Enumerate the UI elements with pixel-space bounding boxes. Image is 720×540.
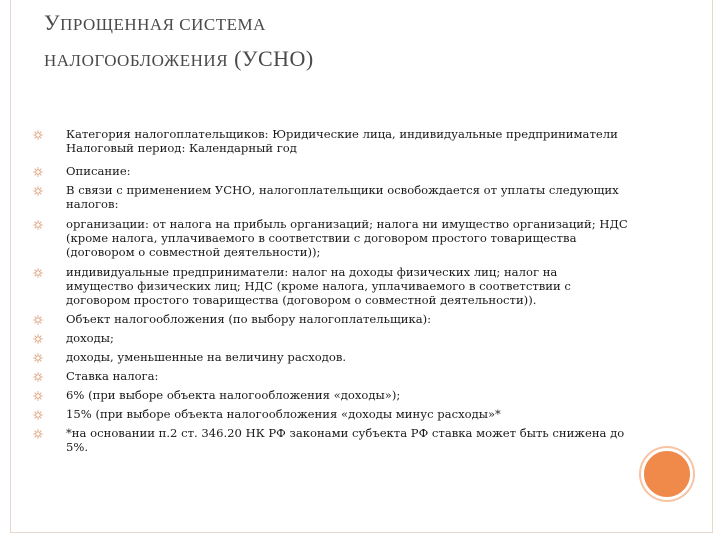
list-item-text: 15% (при выборе объекта налогообложения «доходы минус расходы»* (66, 407, 501, 421)
list-item (32, 350, 628, 364)
sun-bullet-icon (33, 167, 43, 177)
sun-bullet-icon (33, 353, 43, 363)
list-item-text: Объект налогообложения (по выбору налогоплательщика): (66, 312, 432, 326)
list-item-text: Описание: (66, 164, 131, 178)
list-item-text: доходы, уменьшенные на величину расходов. (66, 350, 347, 364)
list-item (32, 388, 628, 402)
list-item-text: *на основании п.2 ст. 346.20 НК РФ законами субъекта РФ ставка может быть снижена до 5%. (66, 426, 625, 454)
list-item (32, 217, 628, 259)
list-item (32, 183, 628, 211)
list-item (32, 265, 628, 307)
slide-title (44, 6, 484, 78)
list-item-text: Ставка налога: (66, 369, 159, 383)
sun-bullet-icon (33, 315, 43, 325)
bullet-list (32, 127, 628, 454)
title-line-2-suffix: (УСНО) (228, 46, 314, 71)
sun-bullet-icon (33, 372, 43, 382)
list-item (32, 369, 628, 383)
list-item-text: доходы; (66, 331, 114, 345)
list-item-text: организации: от налога на прибыль организаций; налога ни имущество организаций; НДС (кроме налога, уплачиваемого в соответствии с договором простого товарищества (договором о совместной деятельности)); (66, 217, 628, 259)
list-item-text: индивидуальные предприниматели: налог на доходы физических лиц; налог на имущество физических лиц; НДС (кроме налога, уплачиваемого в соответствии с договором простого товарищества (договором о совместной деятельности)). (66, 265, 571, 307)
title-line-1-rest: ПРОЩЕННАЯ СИСТЕМА (60, 15, 266, 34)
title-line-2 (44, 42, 484, 78)
sun-bullet-icon (33, 410, 43, 420)
title-line-1 (44, 6, 484, 42)
title-line-2-prefix: НАЛОГООБЛОЖЕНИЯ (44, 51, 229, 70)
sun-bullet-icon (33, 429, 43, 439)
sun-bullet-icon (33, 391, 43, 401)
sun-bullet-icon (33, 186, 43, 196)
list-item-text: Категория налогоплательщиков: Юридические лица, индивидуальные предприниматели Налоговый период: Календарный год (66, 127, 618, 155)
sun-bullet-icon (33, 334, 43, 344)
list-item-text: В связи с применением УСНО, налогоплательщики освобождается от уплаты следующих налогов: (66, 183, 619, 211)
sun-bullet-icon (33, 130, 43, 140)
list-item (32, 407, 628, 421)
orange-circle-icon (641, 448, 693, 500)
list-item (32, 164, 628, 178)
sun-bullet-icon (33, 220, 43, 230)
list-item (32, 127, 628, 155)
sun-bullet-icon (33, 268, 43, 278)
list-item (32, 331, 628, 345)
list-item (32, 426, 628, 454)
list-item (32, 312, 628, 326)
list-item-text: 6% (при выборе объекта налогообложения «доходы»); (66, 388, 401, 402)
title-initial: У (44, 10, 61, 35)
